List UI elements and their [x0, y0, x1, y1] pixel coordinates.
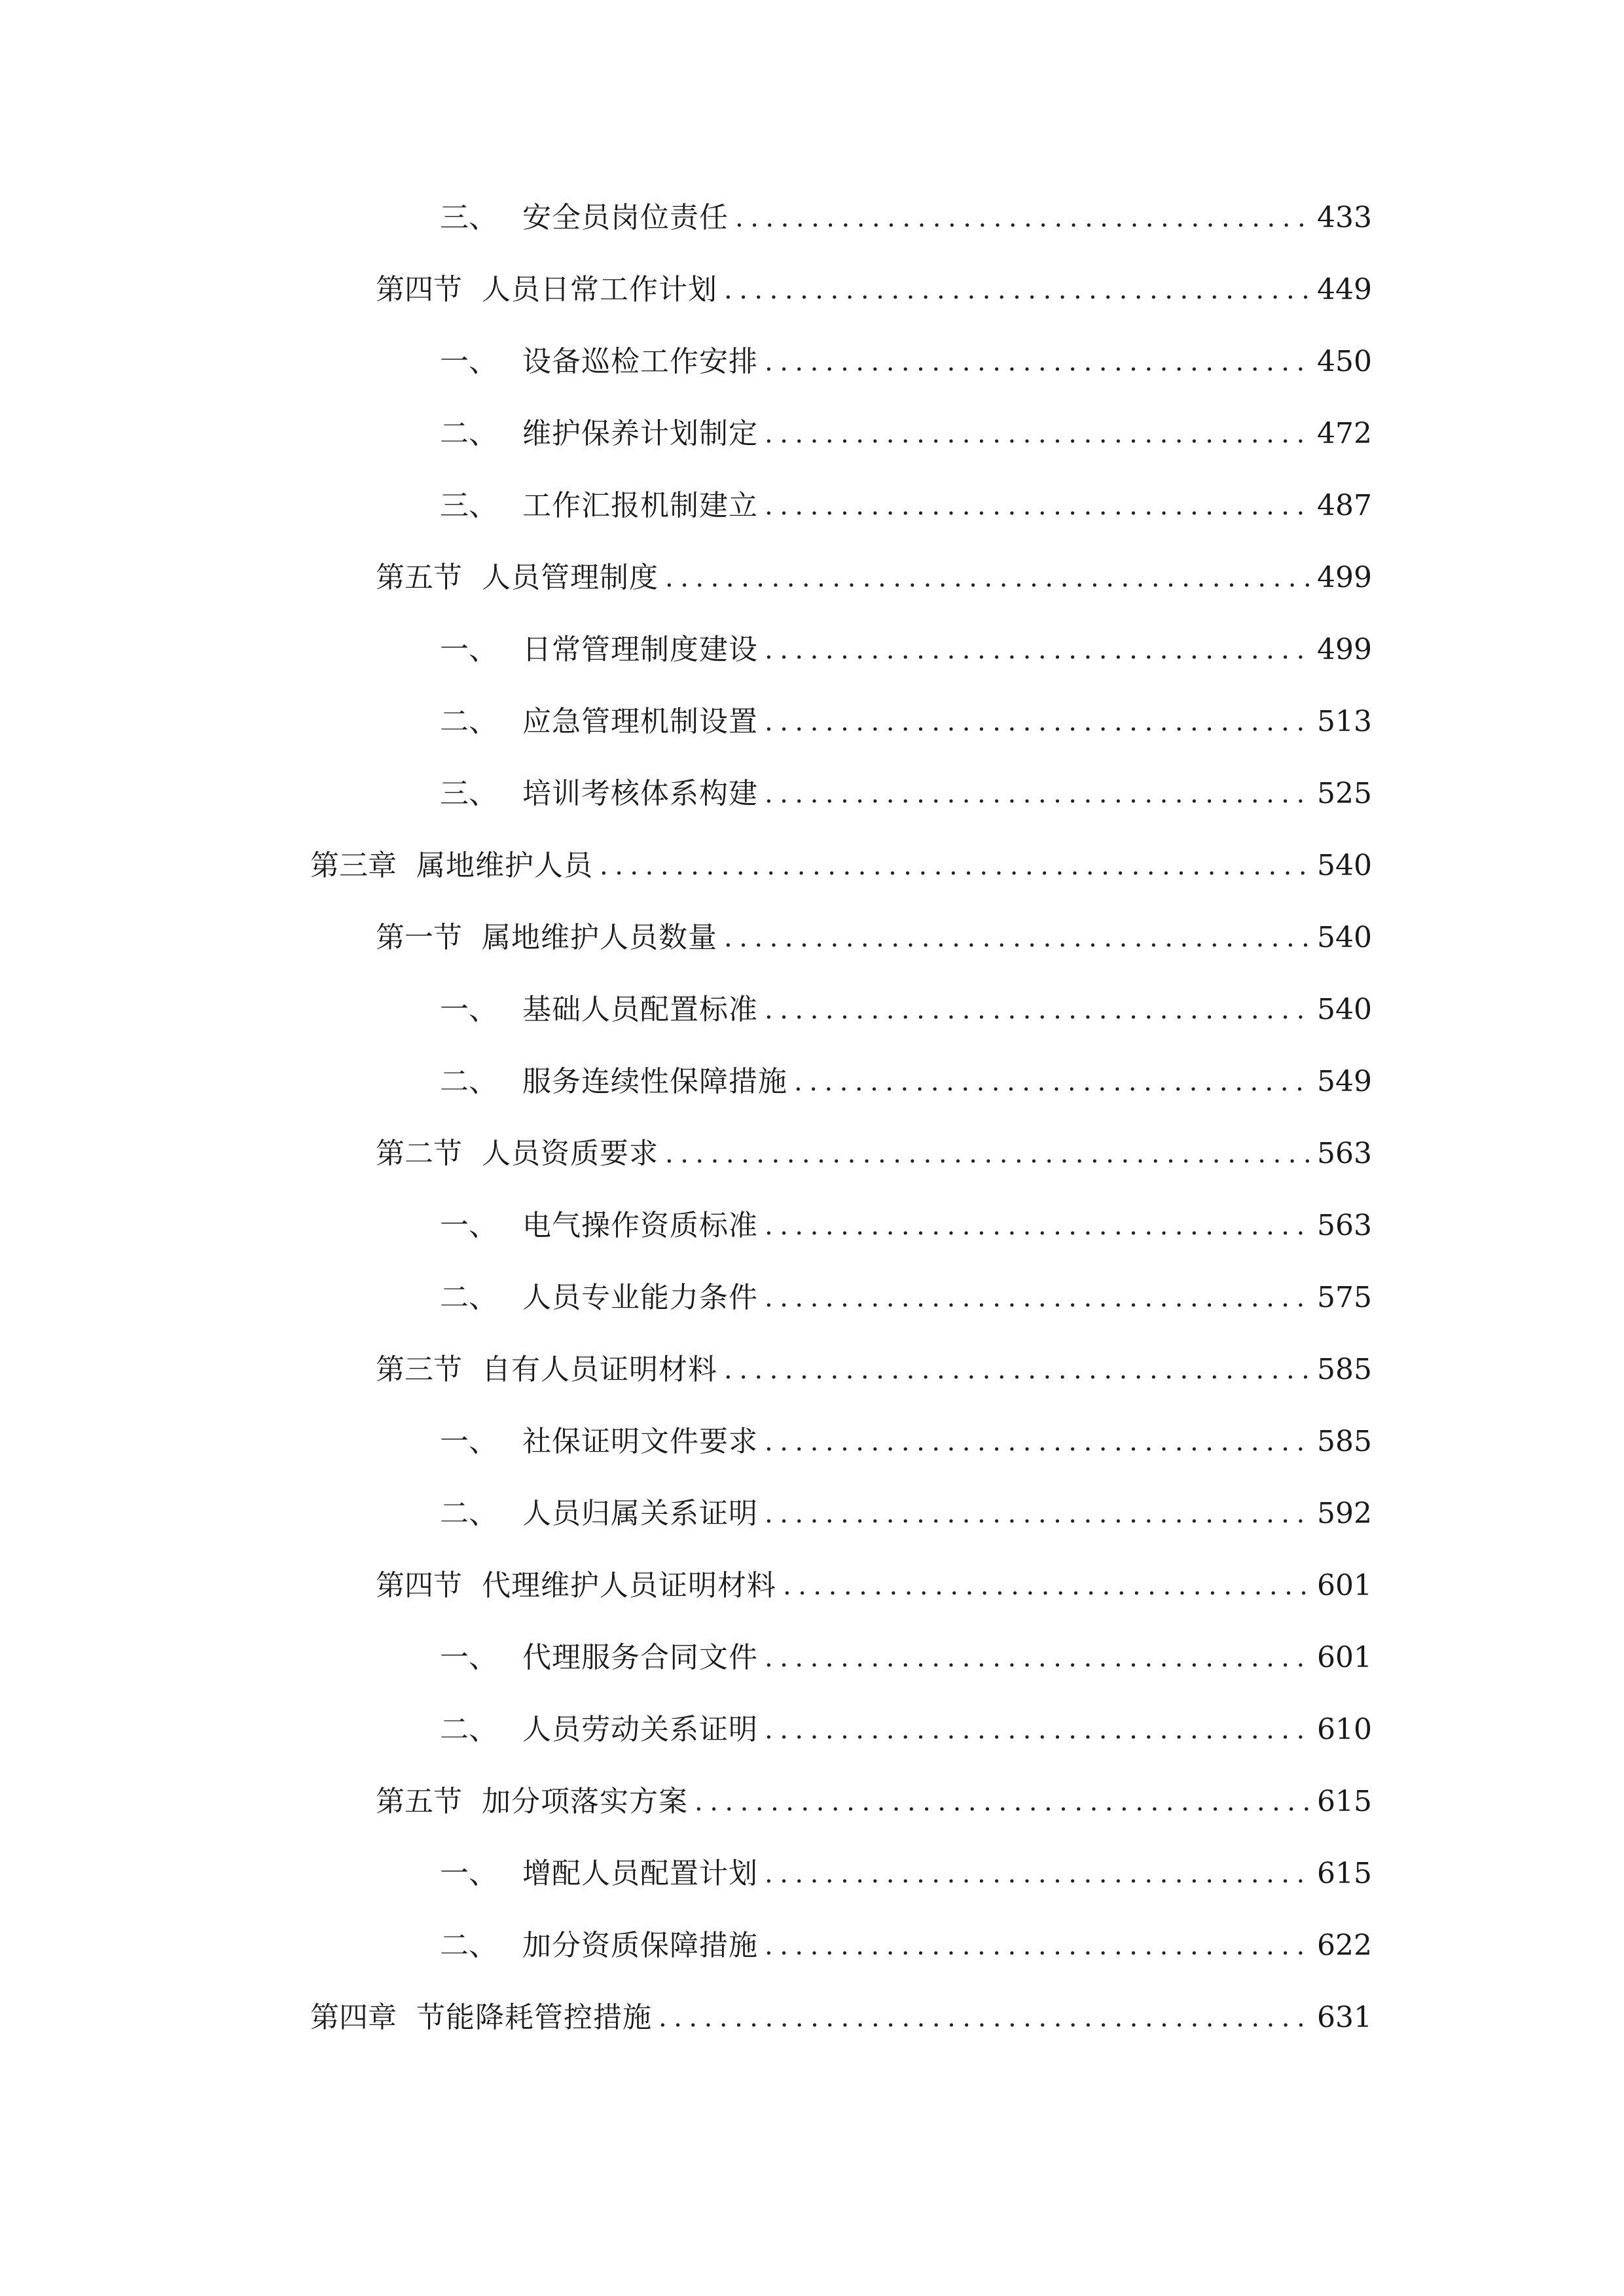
entry-page-number: 540: [1317, 849, 1372, 882]
entry-title: 基础人员配置标准: [522, 993, 758, 1026]
entry-title: 属地维护人员数量: [482, 921, 717, 954]
entry-title: 电气操作资质标准: [522, 1209, 758, 1242]
entry-number: 一、: [440, 345, 497, 378]
entry-title: 服务连续性保障措施: [522, 1065, 787, 1098]
dot-leader: [665, 552, 1309, 604]
dot-leader: [794, 1056, 1309, 1108]
entry-page-number: 601: [1317, 1569, 1372, 1602]
dot-leader: [765, 696, 1309, 748]
entry-number: 一、: [440, 1425, 497, 1458]
entry-title: 人员资质要求: [482, 1137, 659, 1170]
entry-number: 第四章: [310, 2001, 397, 2034]
dot-leader: [765, 1200, 1309, 1252]
dot-leader: [765, 1488, 1309, 1540]
dot-leader: [765, 1704, 1309, 1756]
dot-leader: [765, 1632, 1309, 1684]
toc-entry[interactable]: [440, 1056, 1372, 1108]
entry-number: 第三章: [310, 849, 397, 882]
entry-number: 二、: [440, 1281, 497, 1314]
entry-number: 三、: [440, 777, 497, 810]
entry-page-number: 472: [1317, 417, 1372, 450]
entry-page-number: 549: [1317, 1065, 1372, 1098]
entry-number: 第四节: [376, 1569, 462, 1602]
entry-number: 一、: [440, 993, 497, 1026]
dot-leader: [765, 1848, 1309, 1900]
entry-number: 第五节: [376, 561, 462, 594]
entry-number: 第一节: [376, 921, 462, 954]
toc-entry[interactable]: [440, 1416, 1372, 1468]
entry-number: 三、: [440, 201, 497, 234]
entry-title: 加分项落实方案: [482, 1785, 688, 1818]
toc-entry[interactable]: [440, 696, 1372, 748]
entry-number: 二、: [440, 417, 497, 450]
entry-number: 二、: [440, 1929, 497, 1962]
entry-page-number: 513: [1317, 705, 1372, 738]
entry-number: 一、: [440, 1641, 497, 1674]
entry-page-number: 585: [1317, 1353, 1372, 1386]
toc-entry[interactable]: [440, 192, 1372, 244]
entry-number: 二、: [440, 1065, 497, 1098]
entry-page-number: 592: [1317, 1497, 1372, 1530]
toc-entry[interactable]: [440, 624, 1372, 676]
entry-number: 一、: [440, 1857, 497, 1890]
toc-entry[interactable]: [440, 1488, 1372, 1540]
toc-entry[interactable]: [440, 1632, 1372, 1684]
entry-title: 属地维护人员: [416, 849, 593, 882]
dot-leader: [724, 912, 1309, 964]
entry-title: 培训考核体系构建: [522, 777, 758, 810]
entry-title: 维护保养计划制定: [522, 417, 758, 450]
entry-title: 工作汇报机制建立: [522, 489, 758, 522]
dot-leader: [783, 1560, 1309, 1612]
entry-number: 第五节: [376, 1785, 462, 1818]
entry-page-number: 575: [1317, 1281, 1372, 1314]
toc-entry[interactable]: [440, 1200, 1372, 1252]
toc-entry[interactable]: [440, 408, 1372, 460]
entry-page-number: 449: [1317, 273, 1372, 306]
entry-page-number: 563: [1317, 1137, 1372, 1170]
dot-leader: [765, 984, 1309, 1036]
entry-page-number: 450: [1317, 345, 1372, 378]
dot-leader: [765, 1920, 1309, 1972]
dot-leader: [765, 1416, 1309, 1468]
entry-title: 应急管理机制设置: [522, 705, 758, 738]
entry-number: 一、: [440, 1209, 497, 1242]
entry-number: 二、: [440, 1713, 497, 1746]
entry-title: 设备巡检工作安排: [522, 345, 758, 378]
entry-title: 人员劳动关系证明: [522, 1713, 758, 1746]
toc-entry[interactable]: [376, 1128, 1372, 1180]
entry-title: 社保证明文件要求: [522, 1425, 758, 1458]
entry-page-number: 610: [1317, 1713, 1372, 1746]
entry-title: 安全员岗位责任: [522, 201, 729, 234]
toc-entry[interactable]: [440, 1272, 1372, 1324]
entry-page-number: 487: [1317, 489, 1372, 522]
toc-entry[interactable]: [440, 336, 1372, 388]
toc-entry[interactable]: [440, 1920, 1372, 1972]
entry-number: 二、: [440, 1497, 497, 1530]
entry-page-number: 540: [1317, 921, 1372, 954]
dot-leader: [765, 624, 1309, 676]
entry-page-number: 615: [1317, 1785, 1372, 1818]
toc-entry[interactable]: [440, 984, 1372, 1036]
toc-entry[interactable]: [440, 1704, 1372, 1756]
entry-page-number: 540: [1317, 993, 1372, 1026]
entry-page-number: 631: [1317, 2001, 1372, 2034]
entry-number: 第四节: [376, 273, 462, 306]
entry-number: 二、: [440, 705, 497, 738]
entry-title: 人员管理制度: [482, 561, 659, 594]
entry-page-number: 499: [1317, 633, 1372, 666]
toc-entry[interactable]: [310, 840, 1372, 892]
toc-entry[interactable]: [376, 264, 1372, 316]
dot-leader: [765, 408, 1309, 460]
dot-leader: [600, 840, 1309, 892]
toc-entry[interactable]: [376, 912, 1372, 964]
entry-page-number: 499: [1317, 561, 1372, 594]
entry-title: 人员归属关系证明: [522, 1497, 758, 1530]
toc-entry[interactable]: [376, 1344, 1372, 1396]
entry-title: 代理维护人员证明材料: [482, 1569, 776, 1602]
entry-page-number: 563: [1317, 1209, 1372, 1242]
entry-title: 日常管理制度建设: [522, 633, 758, 666]
entry-number: 第三节: [376, 1353, 462, 1386]
entry-page-number: 585: [1317, 1425, 1372, 1458]
entry-title: 节能降耗管控措施: [416, 2001, 652, 2034]
dot-leader: [724, 264, 1309, 316]
entry-number: 第二节: [376, 1137, 462, 1170]
entry-title: 人员专业能力条件: [522, 1281, 758, 1314]
dot-leader: [765, 1272, 1309, 1324]
toc-entry[interactable]: [310, 1992, 1372, 2044]
dot-leader: [659, 1992, 1309, 2044]
entry-title: 增配人员配置计划: [522, 1857, 758, 1890]
dot-leader: [765, 336, 1309, 388]
entry-number: 一、: [440, 633, 497, 666]
entry-page-number: 615: [1317, 1857, 1372, 1890]
entry-title: 人员日常工作计划: [482, 273, 717, 306]
toc-entry[interactable]: [376, 1776, 1372, 1828]
dot-leader: [765, 768, 1309, 820]
toc-entry[interactable]: [376, 1560, 1372, 1612]
dot-leader: [665, 1128, 1309, 1180]
dot-leader: [765, 480, 1309, 532]
dot-leader: [724, 1344, 1309, 1396]
entry-page-number: 433: [1317, 201, 1372, 234]
toc-entry[interactable]: [440, 768, 1372, 820]
entry-title: 自有人员证明材料: [482, 1353, 717, 1386]
entry-title: 代理服务合同文件: [522, 1641, 758, 1674]
toc-entry[interactable]: [376, 552, 1372, 604]
entry-number: 三、: [440, 489, 497, 522]
entry-page-number: 525: [1317, 777, 1372, 810]
entry-page-number: 622: [1317, 1929, 1372, 1962]
dot-leader: [735, 192, 1309, 244]
entry-title: 加分资质保障措施: [522, 1929, 758, 1962]
dot-leader: [695, 1776, 1309, 1828]
toc-entry[interactable]: [440, 480, 1372, 532]
toc-entry[interactable]: [440, 1848, 1372, 1900]
entry-page-number: 601: [1317, 1641, 1372, 1674]
